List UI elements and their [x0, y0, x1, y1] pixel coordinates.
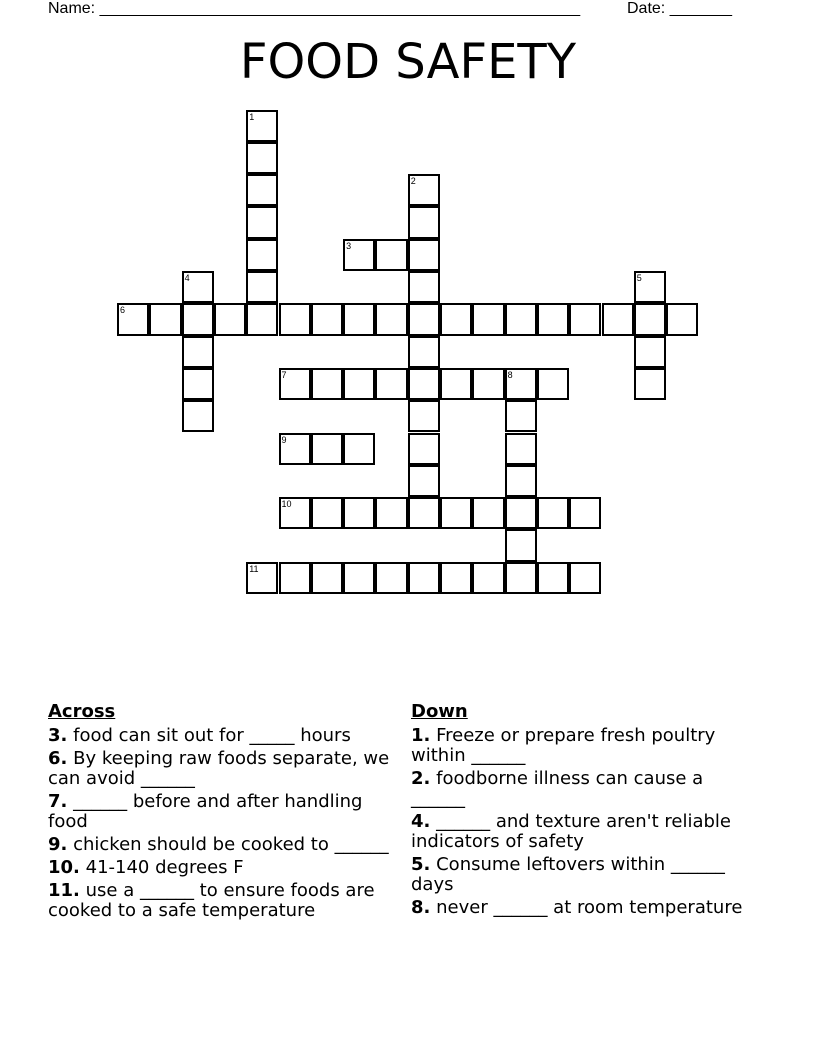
grid-cell[interactable]	[634, 336, 666, 368]
grid-cell[interactable]	[182, 303, 214, 335]
clue-across-11	[48, 881, 398, 921]
cell-number: 1	[249, 111, 255, 122]
clue-number: 1.	[411, 725, 431, 746]
clue-number: 4.	[411, 811, 431, 832]
grid-cell[interactable]	[472, 368, 504, 400]
across-heading: Across	[48, 701, 116, 722]
clue-text: Freeze or prepare fresh poultry within ______	[411, 725, 716, 766]
clue-number: 11.	[48, 880, 80, 901]
grid-cell[interactable]	[440, 303, 472, 335]
grid-cell[interactable]	[375, 239, 407, 271]
grid-cell[interactable]	[634, 303, 666, 335]
grid-cell[interactable]	[311, 303, 343, 335]
down-heading: Down	[411, 701, 468, 722]
grid-cell[interactable]	[408, 239, 440, 271]
grid-cell[interactable]	[505, 562, 537, 594]
clue-number: 9.	[48, 834, 68, 855]
grid-cell[interactable]	[666, 303, 698, 335]
grid-cell[interactable]	[440, 562, 472, 594]
grid-cell[interactable]	[408, 497, 440, 529]
grid-cell[interactable]	[343, 368, 375, 400]
grid-cell[interactable]	[246, 174, 278, 206]
page-title: FOOD SAFETY	[239, 34, 577, 90]
clue-across-7	[48, 792, 398, 832]
grid-cell[interactable]	[246, 562, 278, 594]
clue-text: ______ before and after handling food	[48, 791, 363, 832]
grid-cell[interactable]	[279, 433, 311, 465]
grid-cell[interactable]	[505, 433, 537, 465]
cell-number: 10	[281, 499, 292, 510]
grid-cell[interactable]	[343, 562, 375, 594]
grid-cell[interactable]	[505, 529, 537, 561]
cell-number: 6	[120, 305, 126, 316]
grid-cell[interactable]	[472, 497, 504, 529]
clue-down-2	[411, 769, 756, 809]
grid-cell[interactable]	[569, 303, 601, 335]
clue-number: 3.	[48, 725, 68, 746]
grid-cell[interactable]	[408, 433, 440, 465]
grid-cell[interactable]	[246, 271, 278, 303]
grid-cell[interactable]	[537, 368, 569, 400]
grid-cell[interactable]	[505, 465, 537, 497]
grid-cell[interactable]	[279, 368, 311, 400]
grid-cell[interactable]	[408, 465, 440, 497]
grid-cell[interactable]	[505, 497, 537, 529]
grid-cell[interactable]	[569, 562, 601, 594]
grid-cell[interactable]	[440, 368, 472, 400]
grid-cell[interactable]	[472, 562, 504, 594]
grid-cell[interactable]	[408, 400, 440, 432]
grid-cell[interactable]	[246, 142, 278, 174]
cell-number: 2	[410, 176, 416, 187]
cell-number: 4	[184, 273, 190, 283]
grid-cell[interactable]	[537, 562, 569, 594]
grid-cell[interactable]	[343, 303, 375, 335]
grid-cell[interactable]	[375, 562, 407, 594]
grid-cell[interactable]	[311, 562, 343, 594]
grid-cell[interactable]	[246, 239, 278, 271]
clue-number: 2.	[411, 768, 431, 789]
grid-cell[interactable]	[505, 400, 537, 432]
grid-cell[interactable]	[472, 303, 504, 335]
grid-cell[interactable]	[149, 303, 181, 335]
grid-cell[interactable]	[408, 562, 440, 594]
name-field-label[interactable]: Name: ______________________________________________________	[48, 0, 581, 17]
clue-number: 5.	[411, 854, 431, 875]
cell-number: 5	[636, 273, 642, 283]
grid-cell[interactable]	[182, 271, 214, 303]
grid-cell[interactable]	[569, 497, 601, 529]
grid-cell[interactable]	[343, 433, 375, 465]
grid-cell[interactable]	[408, 303, 440, 335]
clue-number: 8.	[411, 897, 431, 918]
clue-text: chicken should be cooked to ______	[73, 834, 389, 855]
clue-across-9	[48, 835, 398, 855]
down-clues	[411, 702, 756, 921]
clue-number: 7.	[48, 791, 68, 812]
grid-cell[interactable]	[602, 303, 634, 335]
clue-across-10	[48, 858, 398, 878]
clue-number: 6.	[48, 748, 68, 769]
clue-down-5	[411, 855, 756, 895]
date-field-label[interactable]: Date: _______	[627, 0, 732, 17]
grid-cell[interactable]	[343, 239, 375, 271]
clue-number: 10.	[48, 857, 80, 878]
clue-across-6	[48, 749, 398, 789]
grid-cell[interactable]	[634, 368, 666, 400]
clue-down-4	[411, 812, 756, 852]
grid-cell[interactable]	[279, 497, 311, 529]
grid-cell[interactable]	[408, 174, 440, 206]
clue-across-3	[48, 726, 398, 746]
grid-cell[interactable]	[182, 368, 214, 400]
grid-cell[interactable]	[440, 497, 472, 529]
clue-text: never ______ at room temperature	[436, 897, 743, 918]
grid-cell[interactable]	[279, 303, 311, 335]
clue-text: Consume leftovers within ______ days	[411, 854, 725, 895]
grid-cell[interactable]	[537, 303, 569, 335]
clue-text: 41-140 degrees F	[85, 857, 244, 878]
cell-number: 8	[507, 369, 513, 380]
grid-cell[interactable]	[408, 336, 440, 368]
grid-cell[interactable]	[634, 271, 666, 303]
grid-cell[interactable]	[375, 368, 407, 400]
clue-text: ______ and texture aren't reliable indicators of safety	[411, 811, 732, 852]
cell-number: 7	[281, 369, 287, 380]
grid-cell[interactable]	[246, 303, 278, 335]
clue-text: use a ______ to ensure foods are cooked to a safe temperature	[48, 880, 375, 921]
grid-cell[interactable]	[408, 368, 440, 400]
grid-cell[interactable]	[311, 497, 343, 529]
grid-cell[interactable]	[246, 206, 278, 238]
grid-cell[interactable]	[117, 303, 149, 335]
grid-cell[interactable]	[505, 303, 537, 335]
grid-cell[interactable]	[408, 206, 440, 238]
grid-cell[interactable]	[537, 497, 569, 529]
clue-text: foodborne illness can cause a ______	[411, 768, 704, 809]
clue-down-8	[411, 898, 756, 918]
clue-down-1	[411, 726, 756, 766]
grid-cell[interactable]	[343, 497, 375, 529]
grid-cell[interactable]	[375, 303, 407, 335]
grid-cell[interactable]	[214, 303, 246, 335]
grid-cell[interactable]	[311, 368, 343, 400]
clue-text: By keeping raw foods separate, we can avoid ______	[48, 748, 390, 789]
grid-cell[interactable]	[279, 562, 311, 594]
cell-number: 3	[346, 240, 352, 251]
grid-cell[interactable]	[505, 368, 537, 400]
grid-cell[interactable]	[375, 497, 407, 529]
cell-number: 11	[249, 563, 259, 574]
across-clues	[48, 702, 398, 924]
grid-cell[interactable]	[408, 271, 440, 303]
grid-cell[interactable]	[246, 110, 278, 142]
grid-cell[interactable]	[311, 433, 343, 465]
clue-text: food can sit out for _____ hours	[73, 725, 351, 746]
cell-number: 9	[281, 434, 287, 445]
grid-cell[interactable]	[182, 400, 214, 432]
grid-cell[interactable]	[182, 336, 214, 368]
